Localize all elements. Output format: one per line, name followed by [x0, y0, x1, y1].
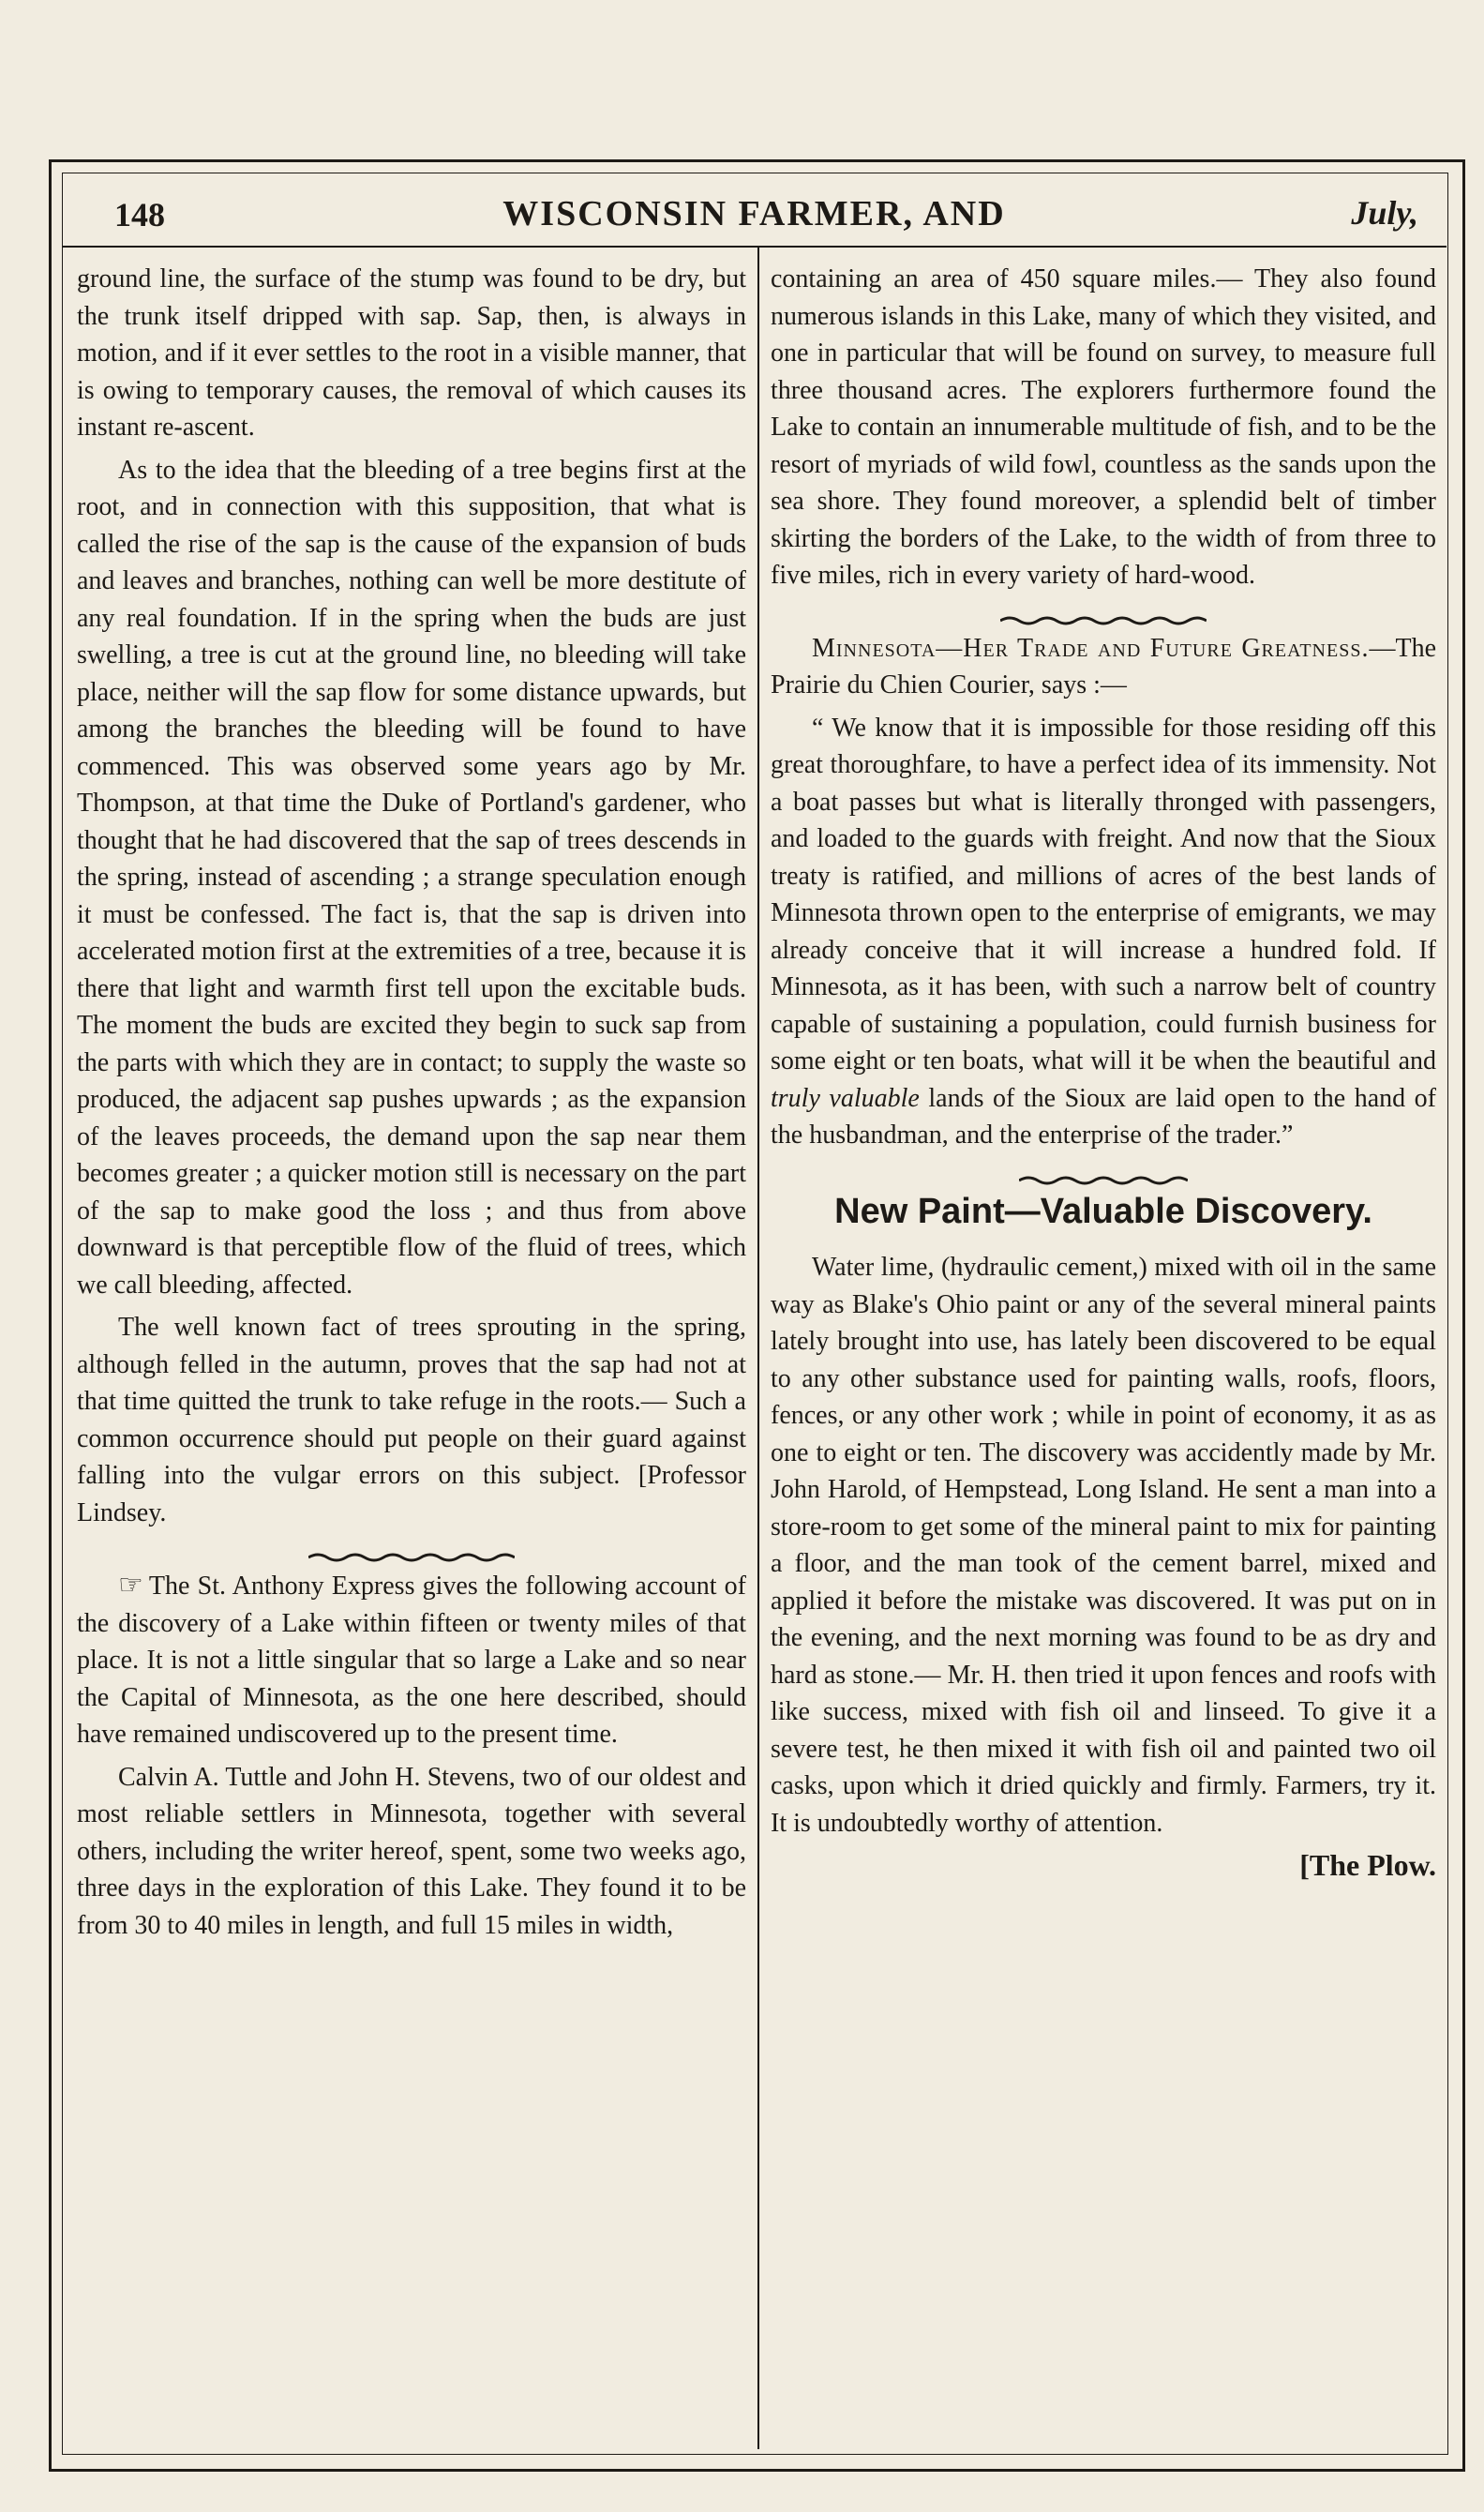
masthead-title: WISCONSIN FARMER, AND — [502, 194, 1006, 233]
attribution: [The Plow. — [1299, 1848, 1436, 1882]
article-title: Minnesota—Her Trade and Future Greatness. — [812, 633, 1370, 663]
section-heading: New Paint—Valuable Discovery. — [834, 1191, 1372, 1231]
ornamental-divider — [771, 1162, 1436, 1177]
column-rule — [757, 248, 759, 2449]
article-paragraph: ground line, the surface of the stump was found to be dry, but the trunk itself dripped with sap. Sap, then, is always in motion, and if it ever settles to the root in a visible manner, that is owing to temporary causes, the removal of which causes its instant re-ascent. — [77, 264, 746, 442]
right-column — [771, 261, 1436, 2445]
article-paragraph: Calvin A. Tuttle and John H. Stevens, two of our oldest and most reliable settlers in Minnesota, together with several others, including the writer hereof, spent, some two weeks ago, three days in the exploration of this Lake. They found it to be from 30 to 40 miles in length, and full 15 miles in width, — [77, 1762, 746, 1940]
paragraph-text: —The Prairie du Chien Courier, says :— — [771, 633, 1436, 699]
header-rule — [62, 246, 1447, 248]
paragraph-text: “ We know that it is impossible for those residing off this great thoroughfare, to have a perfect idea of its immensity. Not a boat passes but what is literally thronged with passengers, and loaded to the guards with freight. And now that the Sioux treaty is ratified, and millions of acres of the best lands of Minnesota thrown open to the enterprise of emigrants, we may already conceive that it will increase a hundred fold. If Minnesota, as it has been, with such a narrow belt of country capable of sustaining a population, could furnish business for some eight or ten boats, what will it be when the beautiful and — [771, 713, 1436, 1075]
left-column — [77, 261, 746, 2445]
article-paragraph: Water lime, (hydraulic cement,) mixed with oil in the same way as Blake's Ohio paint or any of the several mineral paints lately brought into use, has lately been discovered to be equal to any other substance used for painting walls, roofs, floors, fences, or any other work ; while in point of economy, it as as one to eight or ten. The discovery was accidently made by Mr. John Harold, of Hempstead, Long Island. He sent a man into a store-room to get some of the mineral paint to mix for painting a floor, and the man took of the cement barrel, mixed and applied it before the mistake was discovered. It was put on in the evening, and the next morning was found to be as dry and hard as stone.— Mr. H. then tried it upon fences and roofs with like success, mixed with fish oil and linseed. To give it a severe test, he then mixed it with fish oil and painted two oil casks, upon which it dried quickly and firmly. Farmers, try it. It is undoubtedly worthy of attention. — [771, 1253, 1436, 1838]
article-paragraph: As to the idea that the bleeding of a tree begins first at the root, and in connection with this supposition, that what is called the rise of the sap is the cause of the expansion of buds and leaves and branches, nothing can well be more destitute of any real foundation. If in the spring when the buds are just swelling, a tree is cut at the ground line, no bleeding will take place, neither will the sap flow for some distance upwards, but among the branches the bleeding will be found to have commenced. This was observed some years ago by Mr. Thompson, at that time the Duke of Portland's gardener, who thought that he had discovered that the sap of trees descends in the spring, instead of ascending ; a strange speculation enough it must be confessed. The fact is, that the sap is driven into accelerated motion first at the extremities of a tree, because it is there that light and warmth first tell upon the excitable buds. The moment the buds are excited they begin to suck sap from the parts with which they are in contact; to supply the waste so produced, the adjacent sap pushes upwards ; as the expansion of the leaves proceeds, the demand upon the sap near them becomes greater ; a quicker motion still is necessary on the part of the sap to make good the loss ; and thus from above downward is that perceptible flow of the fluid of trees, which we call bleeding, affected. — [77, 455, 746, 1300]
italic-text: truly valuable — [771, 1083, 920, 1113]
page-header — [62, 184, 1447, 244]
paragraph-text: lands of the Sioux are laid open to the hand of the husbandman, and the enterprise of the trader.” — [771, 1083, 1436, 1150]
article-paragraph — [771, 710, 1436, 1154]
paragraph-text: The St. Anthony Express gives the following account of the discovery of a Lake within fifteen or twenty miles of that place. It is not a little singular that so large a Lake and so near the Capital of Minnesota, as the one here described, should have remained undiscovered up to the present time. — [77, 1572, 746, 1749]
article-paragraph: containing an area of 450 square miles.— They also found numerous islands in this Lake, many of which they visited, and one in particular that will be found on survey, to measure full three thousand acres. The explorers furthermore found the Lake to contain an innumerable multitude of fish, and to be the resort of myriads of wild fowl, countless as the sands upon the sea shore. They found moreover, a splendid belt of timber skirting the borders of the Lake, to the width of from three to five miles, rich in every variety of hard-wood. — [771, 264, 1436, 590]
pointing-hand-icon: ☞ — [118, 1570, 143, 1601]
issue-month: July, — [1351, 194, 1418, 232]
article-paragraph: The well known fact of trees sprouting in the spring, although felled in the autumn, proves that the sap had not at that time quitted the trunk to take refuge in the roots.— Such a common occurrence should put people on their guard against falling into the vulgar errors on this subject. [Professor Lindsey. — [77, 1313, 746, 1527]
article-paragraph — [771, 630, 1436, 704]
page-number: 148 — [114, 196, 165, 233]
ornamental-divider — [771, 602, 1436, 617]
ornamental-divider — [77, 1539, 746, 1554]
article-paragraph — [77, 1567, 746, 1753]
